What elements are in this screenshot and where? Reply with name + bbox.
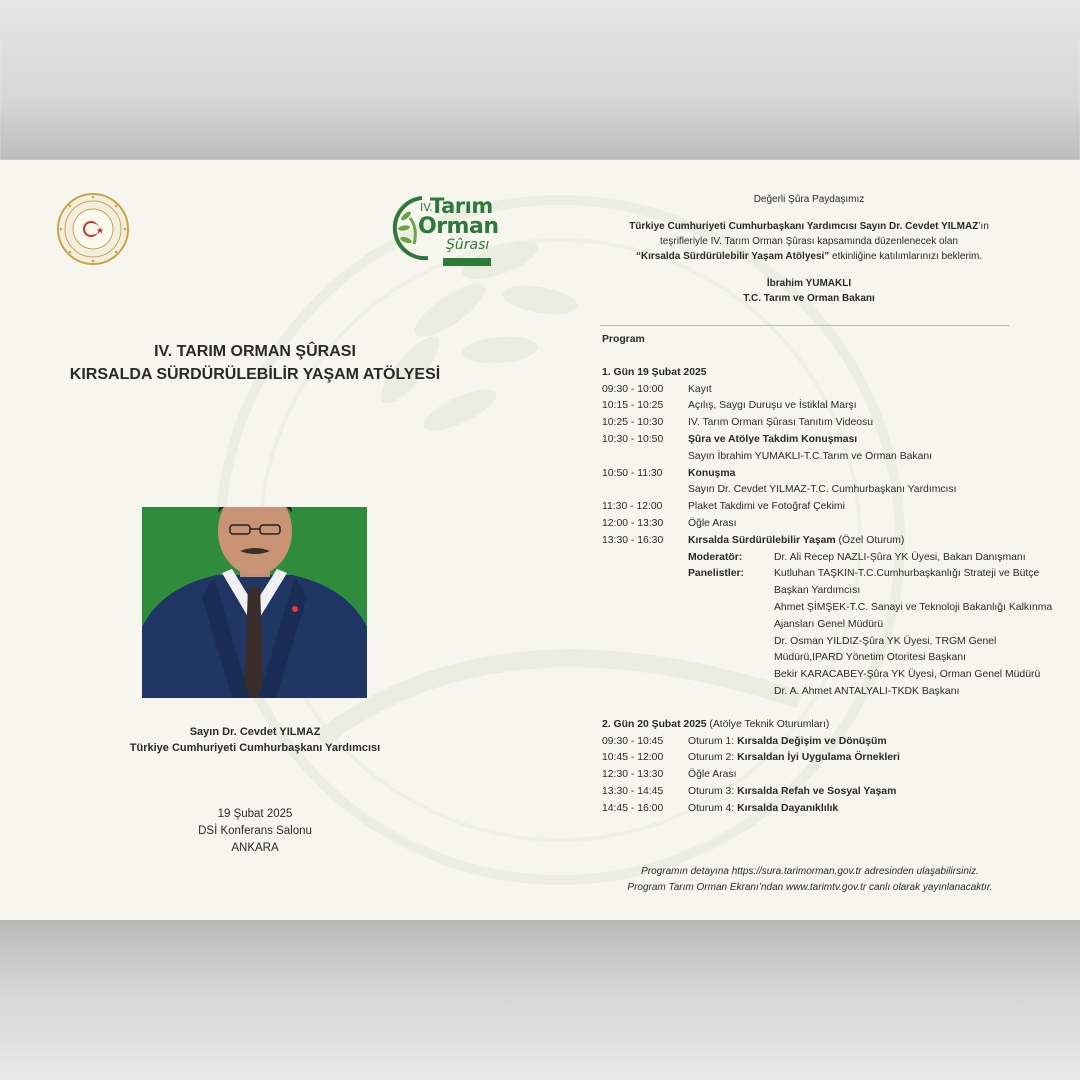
schedule-row — [602, 533, 1062, 550]
panelist: Ahmet ŞİMŞEK-T.C. Sanayi ve Teknoloji Bakanlığı Kalkınma Ajansları Genel Müdürü — [774, 601, 1053, 630]
session-prefix: Oturum 4: — [688, 802, 738, 814]
schedule-row — [602, 750, 1062, 767]
schedule-detail: Sayın Dr. Cevdet YILMAZ-T.C. Cumhurbaşkanı Yardımcısı — [688, 484, 957, 496]
schedule-title: Şûra ve Atölye Takdim Konuşması — [688, 433, 858, 445]
schedule-title: Açılış, Saygı Duruşu ve İstiklal Marşı — [688, 400, 857, 412]
panelist: Dr. Osman YILDIZ-Şûra YK Üyesi, TRGM Genel Müdürü,IPARD Yönetim Otoritesi Başkanı — [774, 635, 997, 664]
invitation-line3-rest: etkinliğine katılımlarınızı beklerim. — [829, 251, 983, 262]
session-prefix: Oturum 1: — [688, 735, 738, 747]
invitation-line2: teşrifleriyle IV. Tarım Orman Şûrası kapsamında düzenlenecek olan — [660, 236, 958, 247]
schedule-row — [602, 382, 1062, 399]
schedule-row — [602, 432, 1062, 466]
schedule-time: 12:30 - 13:30 — [602, 769, 664, 781]
signer-name: İbrahim YUMAKLI — [766, 278, 852, 289]
invitation-event-name: “Kırsalda Sürdürülebilir Yaşam Atölyesi” — [635, 251, 830, 262]
schedule-title: IV. Tarım Orman Şûrası Tanıtım Videosu — [688, 417, 873, 429]
schedule-time: 13:30 - 16:30 — [602, 534, 664, 546]
program-schedule — [602, 332, 1062, 818]
session-prefix: Oturum 2: — [688, 752, 738, 764]
event-title — [40, 340, 470, 386]
session-title: Kırsalda Dayanıklılık — [737, 802, 839, 814]
invitation-line3 — [586, 249, 1032, 264]
emblem-word-orman: Orman — [418, 214, 499, 239]
speaker-name: Sayın Dr. Cevdet YILMAZ — [189, 726, 321, 738]
moderator-name: Dr. Ali Recep NAZLI-Şûra YK Üyesi, Bakan Danışmanı — [774, 551, 1026, 563]
schedule-row — [602, 516, 1062, 533]
schedule-row — [602, 466, 1062, 500]
session-title: Kırsalda Değişim ve Dönüşüm — [737, 735, 887, 747]
schedule-time: 10:15 - 10:25 — [602, 400, 664, 412]
event-date-venue — [40, 806, 470, 857]
schedule-time: 09:30 - 10:00 — [602, 383, 664, 395]
day2-heading: 2. Gün 20 Şubat 2025 — [602, 718, 707, 730]
moderator-label: Moderatör: — [688, 551, 743, 563]
invitation-host-suffix: ’ın — [978, 221, 989, 232]
speaker-caption — [40, 724, 470, 756]
event-title-line1: IV. TARIM ORMAN ŞÛRASI — [154, 343, 356, 360]
footer-line2: Program Tarım Orman Ekranı’ndan www.tarimtv.gov.tr canlı olarak yayınlanacaktır. — [627, 882, 993, 893]
schedule-time: 10:45 - 12:00 — [602, 752, 664, 764]
ministry-seal-icon — [56, 192, 130, 266]
schedule-time: 10:25 - 10:30 — [602, 417, 664, 429]
schedule-title: Kırsalda Sürdürülebilir Yaşam — [688, 534, 836, 546]
schedule-row — [602, 767, 1062, 784]
panelist: Kutluhan TAŞKIN-T.C.Cumhurbaşkanlığı Strateji ve Bütçe Başkan Yardımcısı — [774, 568, 1040, 597]
moderator-row — [688, 550, 1062, 567]
schedule-row — [602, 801, 1062, 818]
panelist: Bekir KARACABEY-Şûra YK Üyesi, Orman Genel Müdürü — [774, 669, 1041, 681]
emblem-number: IV. — [420, 201, 433, 214]
speaker-portrait-icon — [142, 507, 367, 698]
speaker-title: Türkiye Cumhuriyeti Cumhurbaşkanı Yardımcısı — [129, 742, 381, 754]
schedule-detail: Sayın İbrahim YUMAKLI-T.C.Tarım ve Orman Bakanı — [688, 450, 933, 462]
session-title: Öğle Arası — [688, 769, 737, 781]
footer-line1: Programın detayına https://sura.tarimorman.gov.tr adresinden ulaşabilirsiniz. — [641, 866, 979, 877]
event-title-line2: KIRSALDA SÜRDÜRÜLEBİLİR YAŞAM ATÖLYESİ — [69, 366, 441, 383]
panelists-list — [774, 566, 1054, 700]
session-title: Kırsaldan İyi Uygulama Örnekleri — [737, 752, 900, 764]
footer-notes — [560, 864, 1060, 896]
schedule-row — [602, 415, 1062, 432]
event-city: ANKARA — [231, 842, 279, 854]
schedule-time: 09:30 - 10:45 — [602, 735, 664, 747]
blurred-background-top — [0, 0, 1080, 160]
schedule-title: Kayıt — [688, 383, 712, 395]
program-heading: Program — [602, 334, 645, 345]
panelists-label: Panelistler: — [688, 568, 745, 580]
session-prefix: Oturum 3: — [688, 785, 738, 797]
schedule-row — [602, 734, 1062, 751]
schedule-time: 10:30 - 10:50 — [602, 433, 664, 445]
invitation-card — [0, 160, 1080, 920]
session-title: Kırsalda Refah ve Sosyal Yaşam — [737, 785, 897, 797]
schedule-title: Konuşma — [688, 467, 736, 479]
invitation-text — [586, 192, 1032, 306]
blurred-background-bottom — [0, 920, 1080, 1080]
signer-title: T.C. Tarım ve Orman Bakanı — [743, 293, 875, 304]
schedule-row — [602, 784, 1062, 801]
schedule-time: 14:45 - 16:00 — [602, 802, 664, 814]
day2-heading-suffix: (Atölye Teknik Oturumları) — [706, 718, 830, 730]
emblem-bar — [443, 258, 491, 266]
day1-heading: 1. Gün 19 Şubat 2025 — [602, 366, 707, 378]
speaker-photo — [142, 507, 367, 698]
schedule-title: Öğle Arası — [688, 517, 737, 529]
invitation-host: Türkiye Cumhuriyeti Cumhurbaşkanı Yardımcısı Sayın Dr. Cevdet YILMAZ — [629, 221, 979, 232]
schedule-time: 12:00 - 13:30 — [602, 517, 664, 529]
schedule-time: 13:30 - 14:45 — [602, 785, 664, 797]
emblem-word-surasi: Şûrası — [446, 237, 490, 253]
event-date: 19 Şubat 2025 — [217, 808, 293, 820]
greeting: Değerli Şûra Paydaşımız — [753, 194, 865, 205]
divider — [600, 325, 1009, 326]
panelists-row — [688, 566, 1062, 700]
event-venue: DSİ Konferans Salonu — [198, 825, 312, 837]
emblem-word-tarim: Tarım — [430, 194, 493, 218]
invitation-line1 — [586, 219, 1032, 234]
schedule-time: 10:50 - 11:30 — [602, 467, 663, 479]
schedule-title-suffix: (Özel Oturum) — [835, 534, 905, 546]
schedule-row — [602, 499, 1062, 516]
schedule-time: 11:30 - 12:00 — [602, 501, 663, 513]
schedule-title: Plaket Takdimi ve Fotoğraf Çekimi — [688, 501, 845, 513]
panelist: Dr. A. Ahmet ANTALYALI-TKDK Başkanı — [774, 685, 960, 697]
schedule-row — [602, 398, 1062, 415]
day2-heading-row — [602, 717, 1062, 734]
